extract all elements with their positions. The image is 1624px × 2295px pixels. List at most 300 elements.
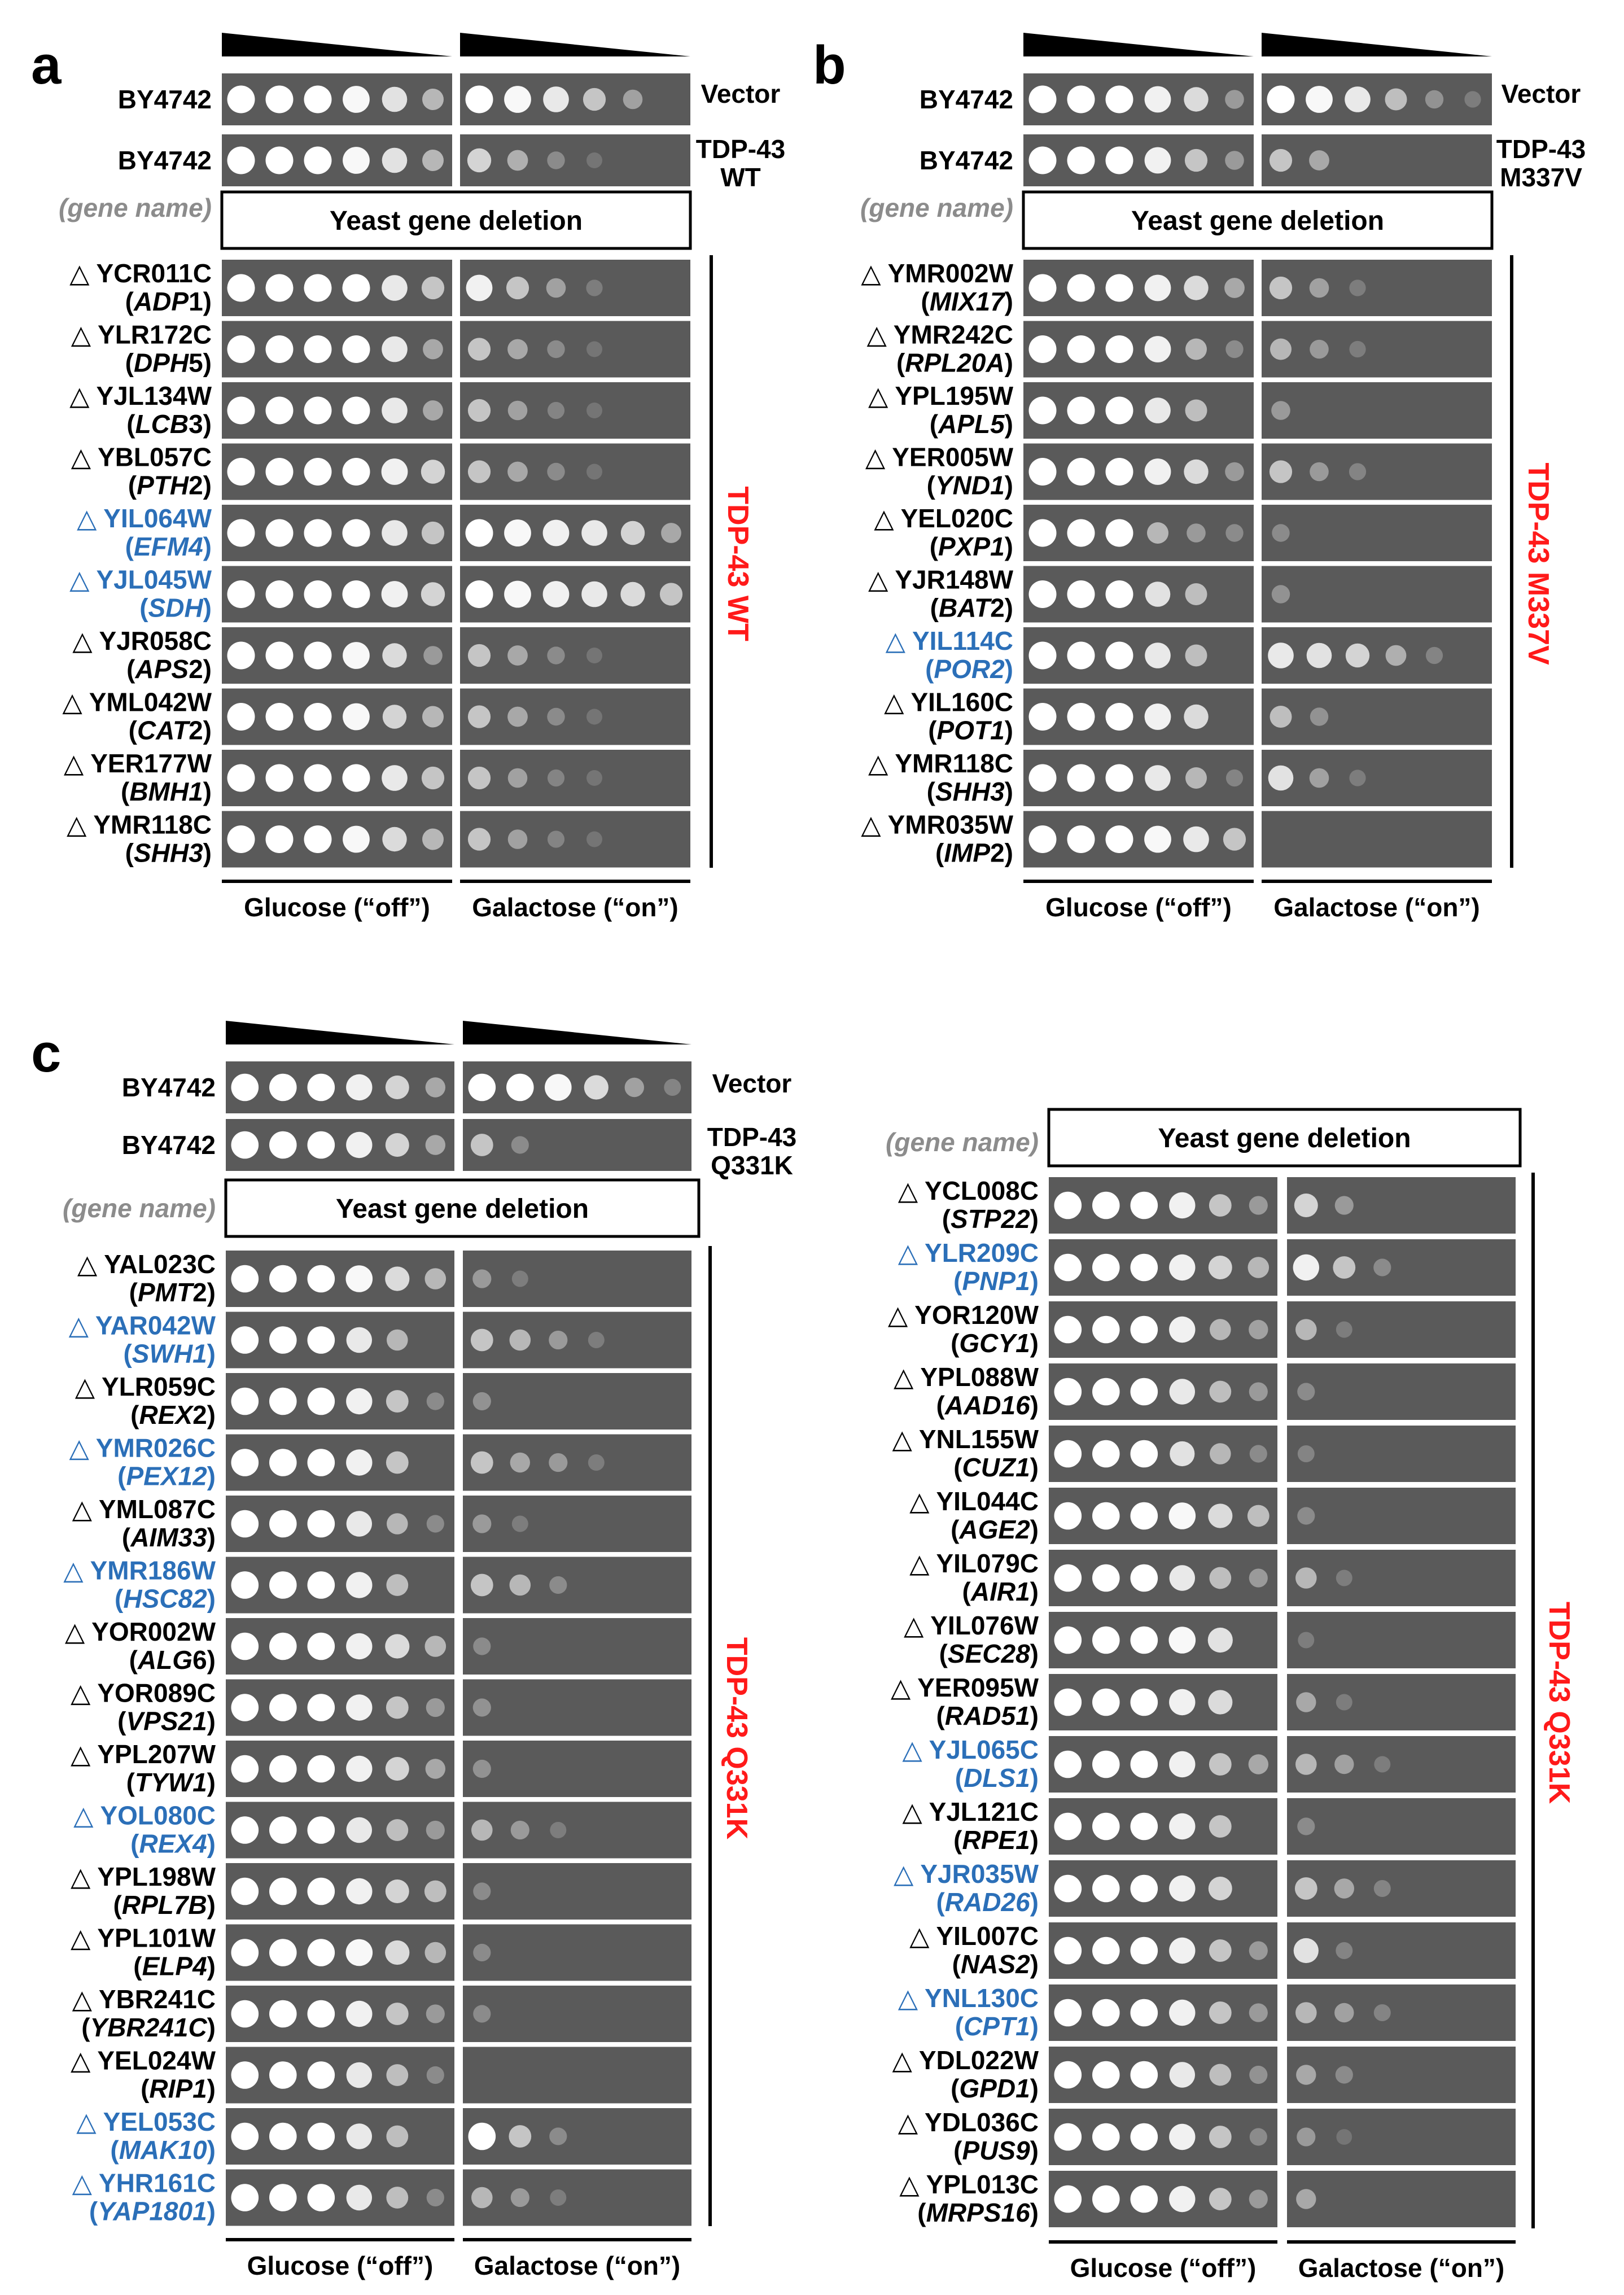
glucose-plate: [1049, 1674, 1277, 1730]
glucose-spot: [308, 1326, 335, 1354]
glucose-spot: [227, 764, 255, 792]
glucose-plate: [226, 1312, 454, 1369]
glucose-spot: [1147, 522, 1168, 544]
glucose-plate: [1023, 382, 1254, 439]
galactose-spot: [1349, 770, 1365, 786]
galactose-spot: [1310, 707, 1328, 725]
galactose-spot: [1335, 1196, 1354, 1214]
gene-label: (SDH): [139, 593, 212, 623]
orf-text: YIL044C: [936, 1487, 1039, 1516]
glucose-spot: [1131, 1751, 1158, 1778]
gene-suffix: 5: [189, 348, 203, 378]
glucose-spot: [1029, 397, 1057, 425]
glucose-plate: [222, 750, 452, 806]
galactose-plate: [463, 1863, 691, 1920]
glucose-spot: [231, 1449, 259, 1476]
galactose-spot: [512, 1516, 528, 1532]
orf-text: YOL080C: [100, 1800, 216, 1830]
gene-suffix: 2: [189, 654, 203, 684]
glucose-spot: [422, 277, 444, 299]
glucose-spot: [1029, 147, 1057, 174]
orf-text: YOR089C: [97, 1678, 216, 1708]
glucose-spot: [308, 1755, 335, 1783]
deletion-row: [868, 381, 1492, 439]
glucose-spot: [1170, 1565, 1195, 1590]
glucose-spot: [346, 1449, 372, 1475]
galactose-spot: [507, 645, 528, 666]
orf-label: △ YJR058C: [72, 626, 212, 655]
orf-label: △ YJL045W: [69, 565, 212, 594]
galactose-spot: [625, 1078, 644, 1097]
galactose-spot: [468, 399, 491, 422]
orf-label: △ YOR089C: [71, 1678, 216, 1708]
orf-text: YIL160C: [911, 687, 1013, 717]
galactose-spot: [511, 1821, 529, 1839]
glucose-spot: [1054, 2123, 1082, 2151]
glucose-spot: [1092, 1564, 1120, 1592]
glucose-spot: [382, 765, 408, 791]
deletion-row: [67, 810, 690, 868]
glucose-spot: [308, 1131, 335, 1159]
galactose-plate: [463, 1986, 691, 2042]
glucose-spot: [386, 1697, 409, 1719]
glucose-spot: [227, 580, 255, 608]
gene-label: (CUZ1): [953, 1453, 1039, 1482]
glucose-spot: [426, 1698, 445, 1717]
gene-label: (ADP1): [125, 287, 212, 316]
glucose-spot: [1169, 1317, 1195, 1343]
orf-text: YDL036C: [925, 2108, 1039, 2137]
orf-label: △ YER095W: [890, 1673, 1039, 1702]
glucose-spot: [1249, 1196, 1268, 1214]
galactose-spot: [1296, 2189, 1316, 2209]
galactose-spot: [504, 581, 531, 608]
galactose-spot: [1272, 585, 1290, 603]
gene-text: BMH1: [129, 777, 203, 806]
glucose-plate: [226, 2170, 454, 2226]
glucose-spot: [1145, 275, 1171, 301]
galactose-plate: [460, 444, 690, 500]
gene-name-text: gene name: [869, 193, 1005, 222]
deletion-row: [71, 1862, 691, 1920]
orf-text: YPL195W: [895, 381, 1013, 410]
orf-text: YBR241C: [98, 1984, 216, 2014]
galactose-spot: [507, 707, 528, 727]
orf-label: △ YMR002W: [861, 259, 1013, 288]
glucose-spot: [386, 2003, 409, 2025]
gene-suffix: 1: [189, 287, 203, 316]
glucose-spot: [1185, 400, 1207, 422]
galactose-spot: [548, 402, 564, 419]
orf-label: △ YIL007C: [909, 1921, 1039, 1951]
condition-label: TDP-43: [695, 134, 786, 164]
galactose-spot: [1297, 1507, 1315, 1524]
glucose-spot: [308, 1939, 335, 1966]
glucose-plate: [226, 1863, 454, 1920]
galactose-plate: [463, 1435, 691, 1491]
glucose-plate: [226, 1986, 454, 2042]
deletion-row: [866, 320, 1492, 378]
deletion-row: [898, 2108, 1516, 2165]
glucose-plate: [222, 627, 452, 684]
orf-label: △ YMR118C: [868, 749, 1013, 778]
galactose-spot: [1270, 277, 1292, 299]
galactose-spot: [1309, 150, 1329, 171]
glucose-plate: [1049, 2109, 1277, 2165]
gene-label: (ELP4): [133, 1951, 216, 1981]
glucose-plate: [1049, 1426, 1277, 1482]
glucose-spot: [1067, 147, 1095, 174]
glucose-spot: [347, 1511, 372, 1536]
glucose-spot: [1131, 1378, 1158, 1406]
glucose-spot: [1209, 2064, 1231, 2086]
galactose-spot: [586, 279, 602, 296]
galactose-spot: [1298, 1632, 1314, 1649]
galactose-spot: [546, 278, 566, 298]
galactose-spot: [1346, 644, 1369, 667]
galactose-plate: [463, 2108, 691, 2165]
glucose-spot: [304, 764, 332, 792]
deletion-row: [69, 259, 690, 316]
glucose-spot: [269, 1816, 297, 1844]
glucose-spot: [385, 1634, 409, 1658]
glucose-spot: [1169, 2000, 1195, 2026]
glucose-spot: [426, 1821, 445, 1839]
gene-label: (EFM4): [125, 532, 212, 561]
gene-label: (DLS1): [955, 1763, 1039, 1793]
galactose-spot: [473, 1637, 491, 1655]
galactose-spot: [510, 1453, 530, 1472]
galactose-spot: [473, 1882, 491, 1900]
glucose-spot: [1067, 335, 1095, 363]
gene-text: ALG: [137, 1645, 193, 1675]
galactose-plate: [1287, 1860, 1516, 1917]
glucose-plate: [222, 382, 452, 439]
glucose-spot: [1067, 580, 1095, 608]
galactose-plate: [1262, 444, 1492, 500]
deletion-row: [898, 1176, 1516, 1234]
gene-label: (SWH1): [123, 1339, 216, 1369]
glucose-spot: [266, 703, 294, 731]
gene-text: APS: [135, 654, 189, 684]
glucose-spot: [343, 642, 370, 669]
glucose-spot: [386, 1452, 409, 1474]
strain-label: BY4742: [121, 1073, 216, 1102]
galactose-spot: [1336, 1942, 1352, 1959]
glucose-spot: [1185, 339, 1207, 360]
galactose-spot: [661, 523, 681, 543]
gene-label: (BAT2): [930, 593, 1013, 623]
galactose-plate: [460, 750, 690, 806]
orf-label: △ YMR186W: [63, 1555, 216, 1585]
galactose-spot: [1336, 2066, 1353, 2083]
glucose-plate: [1049, 1736, 1277, 1793]
galactose-spot: [586, 709, 602, 725]
glucose-spot: [423, 646, 443, 665]
glucose-spot: [1029, 335, 1057, 363]
glucose-spot: [1067, 86, 1095, 113]
glucose-spot: [1054, 1192, 1082, 1219]
gene-text: AIR1: [970, 1577, 1030, 1606]
glucose-spot: [386, 1819, 408, 1841]
gene-text: MRPS16: [926, 2198, 1030, 2227]
gene-label: (AAD16): [936, 1391, 1039, 1420]
glucose-spot: [1170, 1379, 1195, 1404]
glucose-spot: [231, 1878, 259, 1905]
galactose-spot: [468, 338, 491, 360]
glucose-spot: [426, 1077, 445, 1097]
deletion-row: [71, 1678, 691, 1736]
header-title: Yeast gene deletion: [1131, 206, 1385, 236]
orf-text: YJL121C: [929, 1797, 1039, 1826]
deletion-row: [69, 565, 690, 623]
galactose-label: Galactose (“on”): [472, 893, 679, 922]
glucose-spot: [387, 1513, 408, 1535]
galactose-spot: [621, 521, 645, 545]
gene-label: (MRPS16): [917, 2198, 1039, 2227]
glucose-spot: [1145, 336, 1171, 362]
glucose-plate: [222, 689, 452, 745]
galactose-spot: [472, 1514, 491, 1533]
glucose-spot: [382, 275, 408, 301]
orf-label: △ YMR242C: [866, 320, 1013, 349]
glucose-spot: [1092, 1378, 1120, 1406]
galactose-plate: [463, 2170, 691, 2226]
glucose-spot: [269, 2000, 297, 2028]
glucose-spot: [269, 2123, 297, 2150]
orf-text: YPL198W: [97, 1862, 216, 1891]
glucose-spot: [1092, 1316, 1120, 1344]
galactose-spot: [1306, 86, 1333, 113]
glucose-spot: [1184, 705, 1208, 729]
glucose-spot: [1145, 458, 1171, 485]
glucose-plate: [1023, 689, 1254, 745]
orf-label: △ YPL207W: [71, 1739, 216, 1769]
glucose-spot: [308, 1265, 335, 1293]
galactose-spot: [1268, 766, 1294, 791]
glucose-spot: [1169, 1254, 1195, 1280]
glucose-spot: [1145, 582, 1171, 607]
gene-text: RPL20A: [905, 348, 1005, 378]
glucose-plate: [226, 1373, 454, 1430]
glucose-spot: [1223, 828, 1246, 850]
glucose-plate: [1023, 73, 1254, 125]
orf-label: △ YPL198W: [71, 1862, 216, 1891]
glucose-spot: [1054, 1564, 1082, 1592]
gene-text: APL5: [938, 409, 1005, 439]
orf-label: △ YDL022W: [892, 2045, 1039, 2075]
galactose-spot: [1297, 1817, 1315, 1835]
orf-text: YCR011C: [96, 259, 212, 288]
deletion-row: [888, 1300, 1516, 1358]
gene-text: SEC28: [947, 1639, 1030, 1668]
gene-label: (CPT1): [955, 2012, 1039, 2041]
glucose-spot: [1169, 2186, 1195, 2212]
glucose-spot: [423, 400, 443, 421]
orf-label: △ YIL044C: [909, 1487, 1039, 1516]
orf-label: △ YIL064W: [76, 504, 212, 533]
galactose-spot: [509, 2125, 531, 2148]
gene-label: (ALG6): [129, 1645, 216, 1675]
orf-text: YLR059C: [102, 1372, 216, 1401]
galactose-plate: [460, 260, 690, 316]
glucose-spot: [425, 1942, 447, 1964]
glucose-spot: [269, 1131, 297, 1159]
glucose-spot: [231, 1326, 259, 1354]
glucose-plate: [226, 1061, 454, 1113]
galactose-spot: [1310, 340, 1329, 359]
gene-label: (AGE2): [951, 1515, 1039, 1544]
orf-text: YEL020C: [900, 504, 1013, 533]
galactose-spot: [471, 1134, 493, 1156]
galactose-plate: [1262, 73, 1492, 125]
glucose-spot: [1106, 458, 1133, 486]
gene-suffix: 3: [189, 409, 203, 439]
glucose-spot: [426, 1135, 445, 1155]
gene-text: AGE2: [959, 1515, 1030, 1544]
deletion-row: [64, 749, 690, 806]
glucose-spot: [422, 89, 444, 110]
glucose-spot: [304, 458, 332, 486]
glucose-spot: [346, 1572, 372, 1598]
galactose-spot: [1295, 1319, 1317, 1340]
glucose-spot: [427, 1515, 444, 1532]
group-label: TDP-43 Q331K: [720, 1637, 753, 1840]
glucose-spot: [343, 335, 370, 363]
glucose-spot: [308, 1816, 335, 1844]
glucose-spot: [343, 580, 370, 608]
galactose-spot: [543, 581, 570, 607]
gene-text: DPH: [133, 348, 189, 378]
deletion-row: [75, 1372, 691, 1430]
glucose-spot: [1208, 1503, 1232, 1528]
glucose-spot: [424, 1881, 447, 1903]
glucose-spot: [304, 825, 332, 853]
glucose-spot: [1250, 2128, 1267, 2145]
glucose-spot: [231, 1074, 259, 1101]
glucose-spot: [1029, 642, 1057, 670]
galactose-spot: [468, 705, 491, 728]
galactose-plate: [463, 1373, 691, 1430]
gene-label: (HSC82): [115, 1584, 216, 1614]
gene-label: (MIX17): [921, 287, 1013, 316]
glucose-spot: [382, 87, 408, 112]
galactose-spot: [623, 90, 643, 110]
strain-label: BY4742: [919, 85, 1013, 114]
orf-text: YAL023C: [104, 1249, 216, 1279]
gene-text: REX: [139, 1400, 193, 1430]
glucose-spot: [1170, 1441, 1194, 1466]
orf-label: △ YAR042W: [68, 1310, 216, 1340]
galactose-spot: [1298, 1445, 1315, 1462]
glucose-spot: [308, 1074, 335, 1101]
glucose-spot: [1225, 462, 1244, 482]
glucose-spot: [1092, 1192, 1120, 1219]
glucose-spot: [304, 274, 332, 302]
glucose-spot: [382, 643, 406, 667]
galactose-spot: [1349, 341, 1365, 357]
glucose-spot: [1131, 2061, 1158, 2089]
glucose-spot: [1092, 1875, 1120, 1903]
galactose-spot: [1374, 2004, 1391, 2021]
glucose-plate: [1049, 2047, 1277, 2103]
glucose-spot: [343, 826, 370, 853]
glucose-plate: [1023, 811, 1254, 868]
gene-name-label: (gene name): [886, 1127, 1039, 1157]
glucose-spot: [346, 1694, 372, 1720]
glucose-spot: [346, 1132, 372, 1158]
gene-label: (PMT2): [129, 1278, 216, 1307]
galactose-spot: [1349, 463, 1366, 480]
glucose-spot: [1249, 2066, 1267, 2084]
gene-text: YAP1801: [98, 2196, 207, 2226]
deletion-row: [71, 2046, 691, 2104]
orf-label: △ YLR059C: [75, 1372, 216, 1401]
glucose-spot: [308, 1694, 335, 1721]
orf-text: YPL013C: [926, 2170, 1039, 2199]
galactose-plate: [460, 321, 690, 378]
glucose-spot: [386, 1133, 409, 1157]
glucose-spot: [1249, 2003, 1268, 2022]
galactose-spot: [467, 148, 491, 172]
glucose-spot: [1054, 1999, 1082, 2027]
glucose-spot: [1131, 1875, 1158, 1903]
gene-suffix: 2: [192, 1400, 207, 1430]
glucose-spot: [227, 86, 255, 113]
galactose-spot: [469, 1074, 496, 1101]
glucose-plate: [222, 811, 452, 868]
gene-label: (PTH2): [128, 470, 212, 500]
glucose-spot: [269, 1633, 297, 1660]
glucose-spot: [343, 274, 370, 302]
deletion-row: [868, 565, 1492, 623]
glucose-spot: [304, 580, 332, 608]
galactose-spot: [1334, 2003, 1354, 2022]
gene-label: (PXP1): [929, 532, 1013, 561]
glucose-plate: [226, 1557, 454, 1614]
glucose-spot: [422, 706, 444, 728]
glucose-spot: [227, 825, 255, 853]
galactose-plate: [463, 2047, 691, 2104]
glucose-spot: [1210, 1319, 1231, 1340]
glucose-plate: [1049, 2171, 1277, 2227]
glucose-plate: [1049, 1922, 1277, 1979]
glucose-spot: [231, 1633, 259, 1660]
orf-label: △ YJL065C: [902, 1735, 1039, 1764]
orf-label: △ YNL155W: [892, 1424, 1039, 1454]
glucose-spot: [1169, 1876, 1195, 1901]
glucose-spot: [1169, 1192, 1195, 1218]
gene-text: VPS21: [126, 1706, 207, 1736]
gene-text: HSC82: [123, 1584, 207, 1614]
orf-text: YAR042W: [95, 1310, 216, 1340]
glucose-plate: [1023, 260, 1254, 316]
gene-label: (RPE1): [953, 1825, 1039, 1855]
galactose-label: Galactose (“on”): [1298, 2253, 1505, 2283]
glucose-spot: [227, 335, 255, 363]
glucose-spot: [1169, 1502, 1196, 1529]
gene-text: CUZ1: [962, 1453, 1030, 1482]
orf-text: YIL076W: [930, 1611, 1039, 1640]
glucose-plate: [1023, 750, 1254, 806]
glucose-spot: [1145, 642, 1171, 668]
galactose-plate: [460, 73, 690, 125]
glucose-spot: [423, 339, 443, 360]
glucose-spot: [343, 397, 370, 425]
orf-text: YMR186W: [90, 1555, 216, 1585]
galactose-spot: [1296, 2065, 1316, 2084]
glucose-spot: [427, 2189, 444, 2206]
